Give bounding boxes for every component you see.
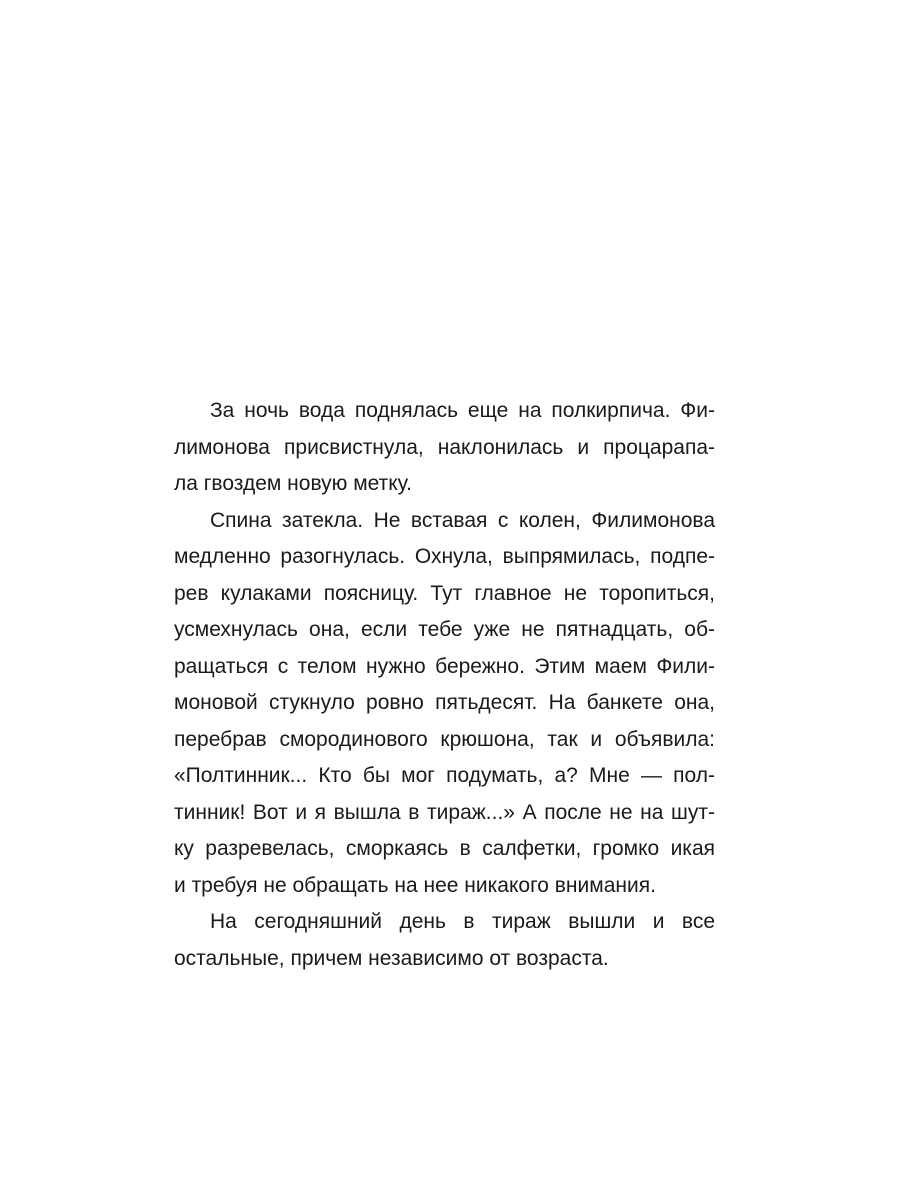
text-line: лимонова присвистнула, наклонилась и процарапа- (174, 435, 715, 459)
text-line: ла гвоздем новую метку. (174, 472, 412, 495)
body-text (174, 393, 715, 977)
paragraph-3 (174, 904, 715, 977)
text-line: Спина затекла. Не вставая с колен, Филимонова (210, 508, 715, 532)
text-line: ращаться с телом нужно бережно. Этим маем Фили- (174, 654, 715, 678)
text-line: тинник! Вот и я вышла в тираж...» А после не на шут- (174, 800, 715, 824)
text-line: усмехнулась она, если тебе уже не пятнадцать, об- (174, 618, 715, 641)
text-line: На сегодняшний день в тираж вышли и все (210, 910, 715, 933)
paragraph-1 (174, 393, 715, 503)
text-line: моновой стукнуло ровно пятьдесят. На банкете она, (174, 691, 715, 714)
text-line: перебрав смородинового крюшона, так и объявила: (174, 727, 715, 751)
paragraph-2 (174, 503, 715, 905)
text-line: остальные, причем независимо от возраста. (174, 946, 609, 970)
text-line: «Полтинник... Кто бы мог подумать, а? Мне — пол- (174, 764, 715, 787)
text-line: медленно разогнулась. Охнула, выпрямилась, подпе- (174, 545, 715, 568)
text-line: рев кулаками поясницу. Тут главное не торопиться, (174, 581, 715, 605)
text-line: и требуя не обращать на нее никакого внимания. (174, 873, 656, 897)
text-line: За ночь вода поднялась еще на полкирпича. Фи- (210, 399, 715, 422)
text-line: ку разревелась, сморкаясь в салфетки, громко икая (174, 837, 715, 860)
